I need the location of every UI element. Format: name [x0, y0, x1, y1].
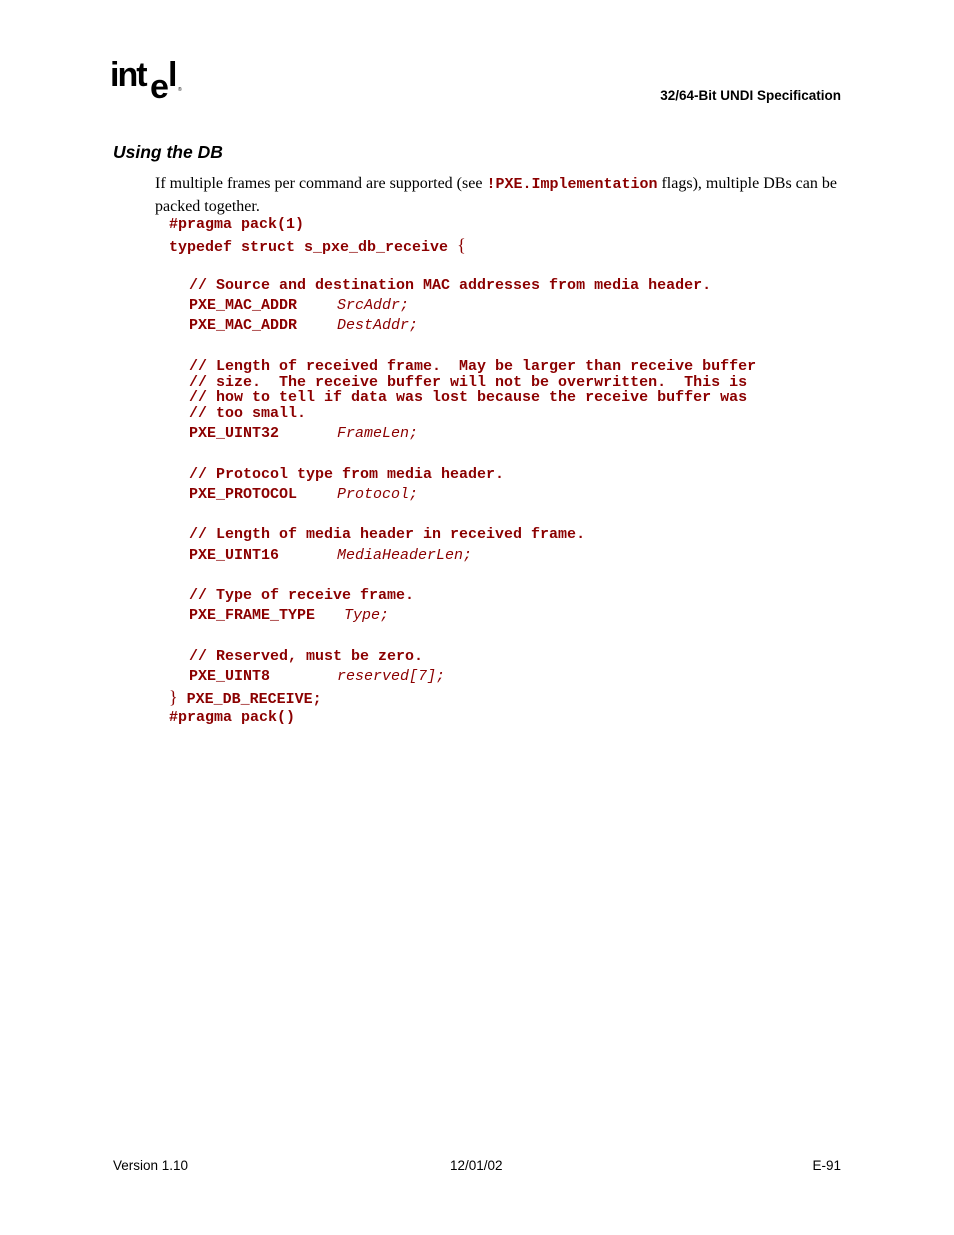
code-field-line	[189, 487, 418, 503]
code-pragma-close: #pragma pack()	[169, 709, 296, 726]
field-name: SrcAddr;	[337, 297, 410, 314]
svg-text:®: ®	[178, 87, 182, 93]
code-field-line	[189, 426, 418, 442]
code-closing-line	[169, 689, 322, 708]
intro-paragraph	[155, 173, 845, 218]
field-type: PXE_MAC_ADDR	[189, 297, 298, 314]
footer-date: 12/01/02	[450, 1158, 503, 1173]
code-field-line	[189, 318, 418, 334]
code-comment: // Length of received frame. May be larger than receive buffer	[189, 358, 757, 375]
svg-text:int: int	[110, 60, 146, 94]
code-typedef-line	[169, 237, 466, 256]
code-comment: // Reserved, must be zero.	[189, 648, 424, 665]
field-type: PXE_FRAME_TYPE	[189, 607, 316, 624]
section-heading: Using the DB	[113, 142, 223, 162]
footer-page-number: E-91	[812, 1158, 841, 1173]
field-name: Type;	[344, 607, 390, 624]
open-brace: {	[457, 235, 466, 255]
code-comment: // too small.	[189, 405, 307, 422]
intro-text-before: If multiple frames per command are supported (see	[155, 175, 487, 192]
field-name: FrameLen;	[337, 425, 419, 442]
intel-logo	[110, 60, 185, 104]
field-name: DestAddr;	[337, 317, 419, 334]
code-field-line	[189, 548, 472, 564]
svg-text:l: l	[168, 60, 178, 94]
typedef-text: typedef struct s_pxe_db_receive	[169, 239, 449, 256]
code-pragma-open: #pragma pack(1)	[169, 216, 305, 233]
code-comment: // Length of media header in received frame.	[189, 526, 586, 543]
code-field-line	[189, 669, 445, 685]
code-comment: // Type of receive frame.	[189, 587, 415, 604]
field-type: PXE_MAC_ADDR	[189, 317, 298, 334]
code-field-line	[189, 608, 389, 624]
code-field-line	[189, 298, 409, 314]
code-comment: // Source and destination MAC addresses from media header.	[189, 277, 712, 294]
field-name: Protocol;	[337, 486, 419, 503]
field-type: PXE_UINT8	[189, 668, 271, 685]
code-comment: // size. The receive buffer will not be overwritten. This is	[189, 374, 748, 391]
field-type: PXE_UINT32	[189, 425, 280, 442]
inline-code-reference: !PXE.Implementation	[486, 176, 658, 193]
field-type: PXE_PROTOCOL	[189, 486, 298, 503]
field-name: reserved[7];	[337, 668, 446, 685]
document-title: 32/64-Bit UNDI Specification	[660, 88, 841, 103]
close-brace: }	[169, 687, 178, 707]
struct-name: PXE_DB_RECEIVE;	[186, 691, 322, 708]
field-type: PXE_UINT16	[189, 547, 280, 564]
intro-text-after: flags), multiple DBs can be packed together.	[155, 175, 837, 215]
code-comment: // Protocol type from media header.	[189, 466, 505, 483]
footer-version: Version 1.10	[113, 1158, 189, 1173]
code-comment: // how to tell if data was lost because the receive buffer was	[189, 389, 748, 406]
svg-text:e: e	[150, 68, 167, 104]
field-name: MediaHeaderLen;	[337, 547, 473, 564]
